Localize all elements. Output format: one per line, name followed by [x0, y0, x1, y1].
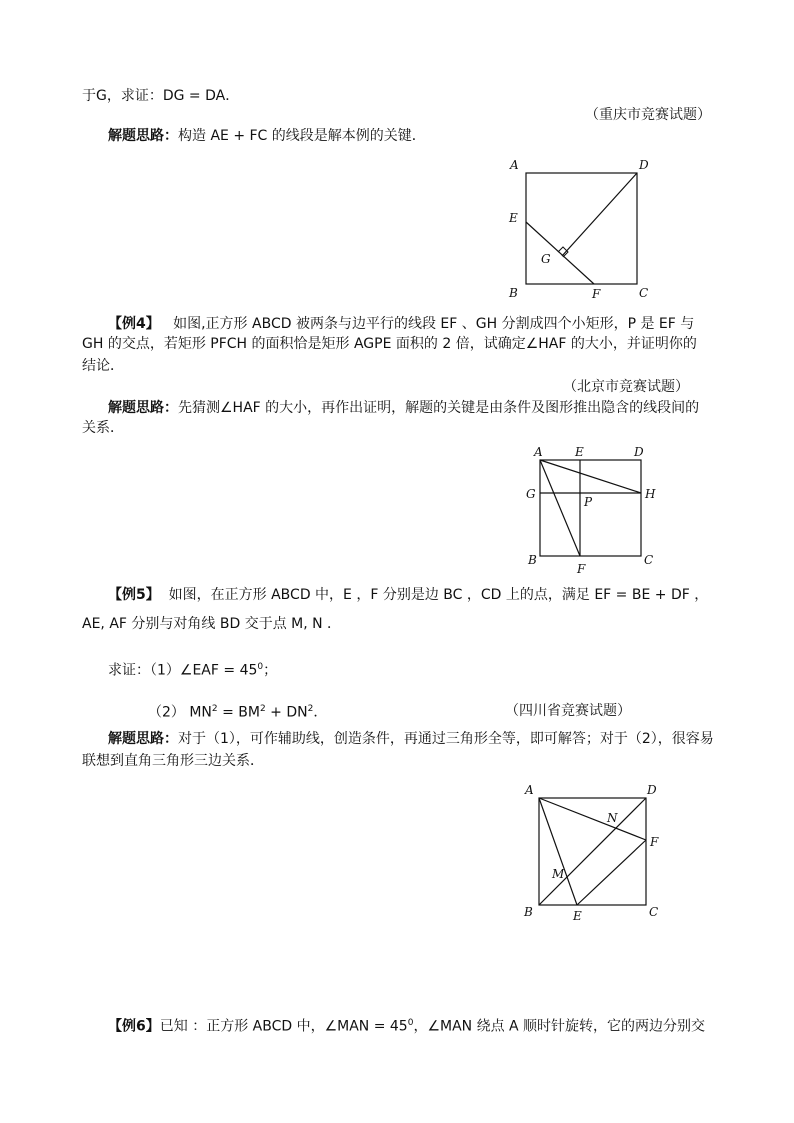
hint-text: 构造 AE + FC 的线段是解本例的关键．: [178, 128, 426, 144]
label-e: E: [575, 445, 584, 459]
segment-dg: [562, 173, 637, 256]
hint-text: 先猜测∠HAF 的大小，再作出证明，解题的关键是由条件及图形推出隐含的线段间的: [178, 400, 700, 416]
label-n: N: [607, 811, 618, 825]
example-6-text: 已知 ：正方形 ABCD 中，∠MAN = 45: [159, 1018, 408, 1035]
label-b: B: [509, 286, 518, 300]
label-g: G: [541, 252, 551, 266]
example-6-line-1: [108, 1013, 705, 1037]
figure-1: [500, 155, 660, 305]
problem-conclusion: 于G，求证：DG = DA．: [82, 88, 240, 104]
label-f: F: [592, 287, 601, 301]
label-m: M: [552, 867, 565, 881]
eq-mn: （2） MN: [148, 704, 212, 721]
example-4-line-3: 结论．: [82, 358, 124, 374]
label-a: A: [510, 158, 519, 172]
label-a: A: [534, 445, 543, 459]
label-c: C: [644, 553, 654, 567]
label-b: B: [528, 553, 537, 567]
source-citation: （重庆市竞赛试题）: [585, 107, 711, 123]
example-6-text-cont: ，∠MAN 绕点 A 顺时针旋转，它的两边分别交: [413, 1018, 706, 1035]
hint-3-line-2: 联想到直角三角形三边关系．: [82, 753, 264, 769]
label-d: D: [647, 783, 657, 797]
example-5-text: 如图，在正方形 ABCD 中，E ，F 分别是边 BC ，CD 上的点，满足 EF = BE + DF ，: [168, 587, 709, 603]
degree-sup: 0: [407, 1018, 414, 1028]
segment-ae: [539, 798, 577, 905]
example-4-label: 【例4】: [108, 316, 160, 332]
hint-2-line-1: [108, 398, 699, 418]
square-sup: 2: [259, 704, 266, 714]
hint-label: 解题思路：: [108, 128, 178, 144]
segment-af: [539, 798, 646, 840]
proof-text: 求证：（1）∠EAF = 45: [108, 662, 258, 679]
label-f: F: [650, 835, 659, 849]
hint-label: 解题思路：: [108, 731, 178, 747]
example-5-line-1: [108, 585, 708, 605]
hint-text: 对于（1），可作辅助线，创造条件，再通过三角形全等，即可解答；对于（2），很容易: [178, 731, 714, 747]
label-b: B: [524, 905, 533, 919]
proof-text-end: ；: [263, 662, 278, 679]
hint-3-line-1: [108, 729, 714, 749]
figure-3: [515, 780, 675, 925]
label-e: E: [573, 909, 582, 923]
example-5-line-2: AE, AF 分别与对角线 BD 交于点 M, N ．: [82, 616, 342, 632]
label-e: E: [509, 211, 518, 225]
example-6-label: 【例6】: [108, 1018, 160, 1035]
example-4-line-1: [108, 314, 694, 334]
label-a: A: [525, 783, 534, 797]
degree-sup: 0: [257, 662, 264, 672]
eq-end: ．: [313, 704, 328, 721]
segment-ef: [577, 840, 646, 905]
segment-af: [540, 460, 580, 556]
label-d: D: [639, 158, 649, 172]
figure-2: [520, 442, 670, 577]
label-c: C: [639, 286, 649, 300]
square-sup: 2: [307, 704, 314, 714]
hint-2-line-2: 关系．: [82, 420, 124, 436]
label-f: F: [577, 562, 586, 576]
proof-part-1: [108, 657, 277, 681]
square-sup: 2: [211, 704, 218, 714]
square-abcd: [526, 173, 637, 284]
eq-bm: = BM: [217, 704, 260, 721]
label-h: H: [645, 487, 656, 501]
eq-dn: + DN: [265, 704, 308, 721]
proof-part-2: [148, 699, 327, 723]
label-d: D: [634, 445, 644, 459]
example-5-label: 【例5】: [108, 587, 160, 603]
source-citation: （四川省竞赛试题）: [505, 703, 631, 719]
example-4-line-2: GH 的交点，若矩形 PFCH 的面积恰是矩形 AGPE 面积的 2 倍，试确定∠HAF 的大小，并证明你的: [82, 336, 697, 352]
hint-1: [108, 126, 426, 146]
source-citation: （北京市竞赛试题）: [563, 379, 689, 395]
segment-ah: [540, 460, 641, 493]
label-c: C: [649, 905, 659, 919]
label-p: P: [584, 495, 593, 509]
hint-label: 解题思路：: [108, 400, 178, 416]
example-4-text: 如图,正方形 ABCD 被两条与边平行的线段 EF 、GH 分割成四个小矩形，P 是 EF 与: [173, 316, 695, 332]
diagonal-bd: [539, 798, 646, 905]
label-g: G: [526, 487, 536, 501]
